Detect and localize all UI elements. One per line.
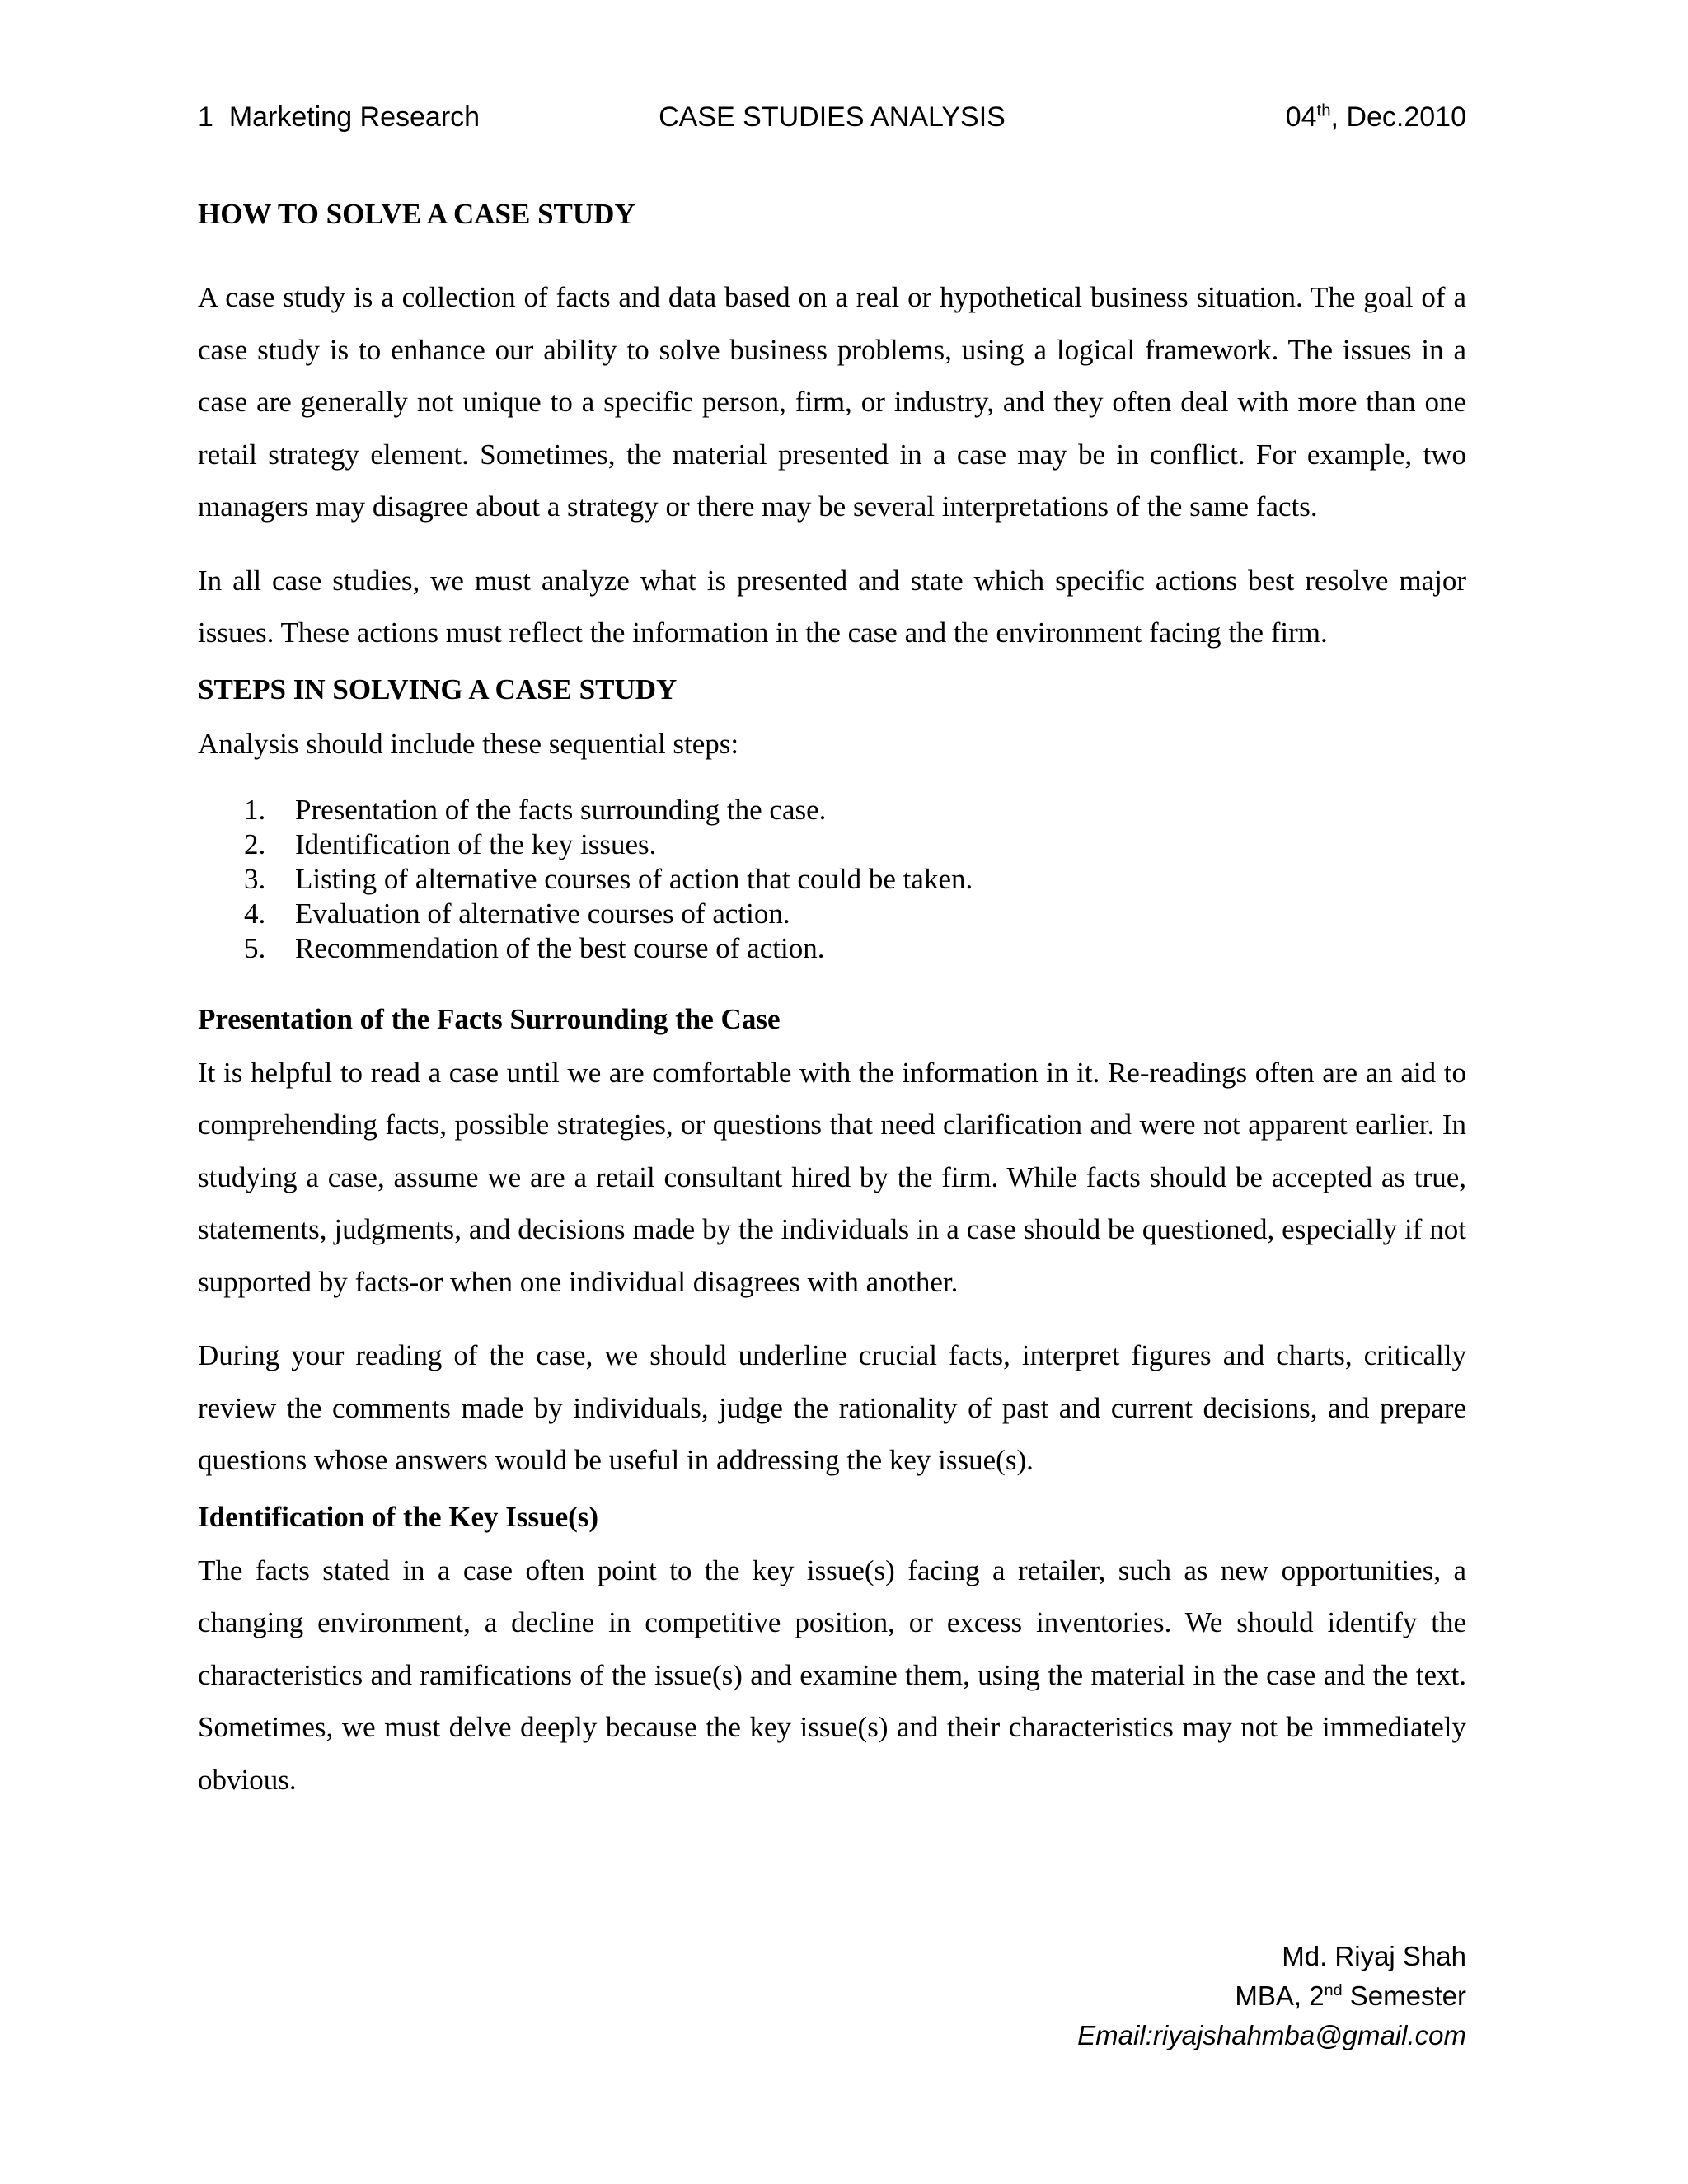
program-superscript: nd: [1324, 1981, 1343, 1999]
identification-heading: Identification of the Key Issue(s): [198, 1500, 599, 1533]
page-header: [198, 97, 1466, 137]
list-item: 1. Presentation of the facts surrounding the case.: [244, 793, 827, 826]
list-item: 2. Identification of the key issues.: [244, 827, 657, 860]
course-name: Marketing Research: [228, 101, 481, 133]
presentation-heading: Presentation of the Facts Surrounding the Case: [198, 1002, 781, 1035]
identification-paragraph-1: The facts stated in a case often point to the key issue(s) facing a retailer, such as new opportunities, a changing environment, a decline in competitive position, or excess inventories. We should identify the characteristics and ramifications of the issue(s) and examine them, using the material in the case and the text. Sometimes, we must delve deeply because the key issue(s) and their characteristics may not be immediately obvious.: [198, 1554, 1466, 1796]
list-item: 5. Recommendation of the best course of action.: [244, 931, 825, 964]
presentation-paragraph-1: It is helpful to read a case until we are comfortable with the information in it. Re-readings often are an aid to comprehending facts, possible strategies, or questions that need clarification and were not apparent earlier. In studying a case, assume we are a retail consultant hired by the firm. While facts should be accepted as true, statements, judgments, and decisions made by the individuals in a case should be questioned, especially if not supported by facts-or when one individual disagrees with another.: [198, 1056, 1466, 1298]
author-name: Md. Riyaj Shah: [1282, 1941, 1466, 1971]
date-superscript: th: [1316, 101, 1331, 120]
intro-paragraph-2: In all case studies, we must analyze what is presented and state which specific actions best resolve major issues. These actions must reflect the information in the case and the environment facing the firm.: [198, 564, 1466, 649]
list-item: 3. Listing of alternative courses of action that could be taken.: [244, 862, 973, 895]
author-signature: [1077, 1937, 1466, 2055]
date-rest: , Dec.2010: [1330, 101, 1466, 133]
page-number: 1: [198, 101, 213, 133]
steps-list: [198, 793, 1466, 966]
steps-heading: STEPS IN SOLVING A CASE STUDY: [198, 673, 678, 705]
list-item: 4. Evaluation of alternative courses of action.: [244, 897, 790, 930]
header-title: CASE STUDIES ANALYSIS: [659, 101, 1006, 133]
document-body: [198, 194, 1466, 1806]
page-title: HOW TO SOLVE A CASE STUDY: [198, 198, 635, 230]
presentation-paragraph-2: During your reading of the case, we should underline crucial facts, interpret figures and charts, critically review the comments made by individuals, judge the rationality of past and current decisions, and prepare questions whose answers would be useful in addressing the key issue(s).: [198, 1339, 1466, 1476]
steps-intro: Analysis should include these sequential steps:: [198, 727, 739, 760]
author-program: MBA, 2nd Semester: [1235, 1980, 1466, 2011]
date-day: 04: [1285, 101, 1317, 133]
header-date: [1286, 97, 1466, 137]
author-email: Email:riyajshahmba@gmail.com: [1077, 2020, 1466, 2050]
intro-paragraph-1: A case study is a collection of facts and data based on a real or hypothetical business situation. The goal of a case study is to enhance our ability to solve business problems, using a logical framework. The issues in a case are generally not unique to a specific person, firm, or industry, and they often deal with more than one retail strategy element. Sometimes, the material presented in a case may be in conflict. For example, two managers may disagree about a strategy or there may be several interpretations of the same facts.: [198, 281, 1466, 523]
